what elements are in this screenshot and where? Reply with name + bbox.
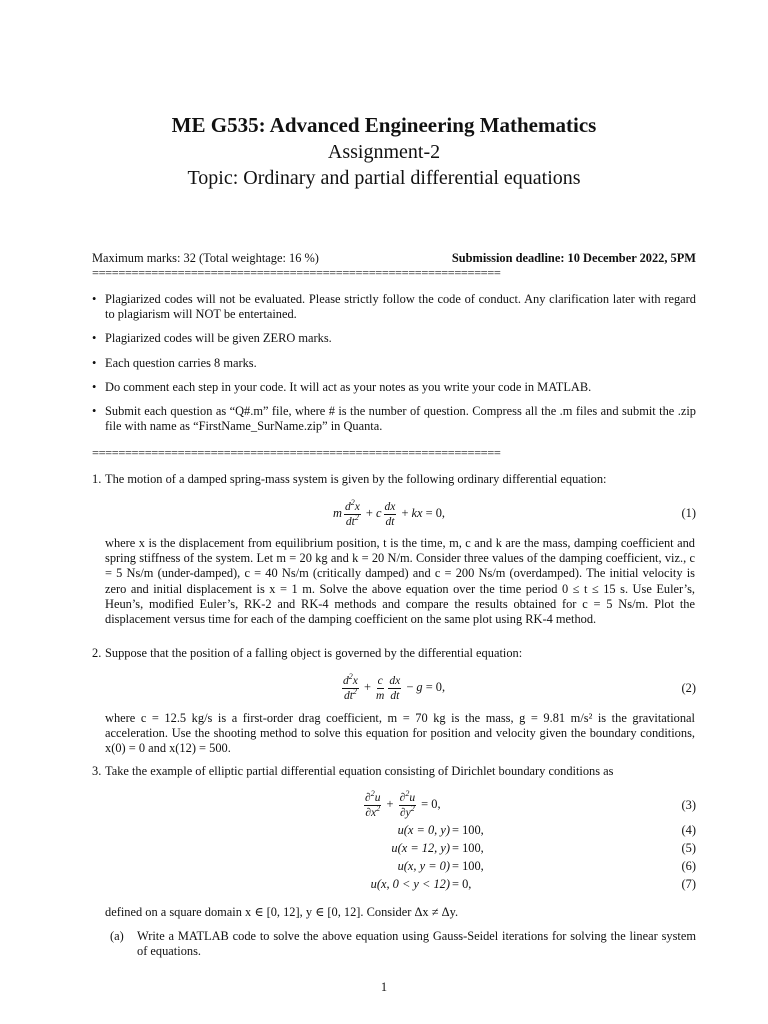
question-number: 2. xyxy=(92,646,102,660)
page-number: 1 xyxy=(380,980,388,994)
question-intro: Take the example of elliptic partial differential equation consisting of Dirichlet boundary conditions as xyxy=(105,764,614,778)
question-number: 1. xyxy=(92,472,102,486)
question-part xyxy=(110,929,696,959)
equation-1: m $\frac{d^2x}{dt^2}$ + c $\frac{dx}{dt}$ + kx = 0, xyxy=(333,497,446,528)
assignment-title: Assignment-2 xyxy=(327,141,441,163)
equation-2: $\frac{d^2x}{dt^2}$ + $\frac{c}{m}$ $\frac{dx}{dt}$ − g = 0, xyxy=(343,671,446,702)
question-number: 3. xyxy=(92,764,102,778)
question-body: where x is the displacement from equilibrium position, t is the time, m, c and k are the mass, damping coefficient and spring stiffness of the system. Let m = 20 kg and k = 20 N/m. Consider three values of the damping coefficient, viz., c = 5 Ns/m (under-damped), c = 40 Ns/m (critically damped) and c = 200 Ns/m (overdamped). The initial velocity is zero and initial displacement is x = 1 m. Solve the above equation over the time period 0 ≤ t ≤ 15 s. Use Euler’s, Heun’s, modified Euler’s, RK-2 and RK-4 methods and compare the results obtained for c = 5 Ns/m. Plot the displacement versus time for each of the damping coefficient on the same plot using RK-4 method. xyxy=(105,536,695,627)
instruction-item: • Plagiarized codes will not be evaluated. Please strictly follow the code of conduct. Any clarification later with regard to plagiarism will NOT be entertained. xyxy=(92,292,696,322)
instructions-list xyxy=(92,292,696,443)
equation-number: (1) xyxy=(681,506,696,520)
equation-number: (3) xyxy=(681,798,696,812)
submission-deadline: Submission deadline: 10 December 2022, 5PM xyxy=(451,251,696,265)
part-label: (a) xyxy=(110,929,124,943)
assignment-meta xyxy=(92,251,696,266)
equation-3: $\frac{\partial^2u}{\partial x^2}$ + $\frac{\partial^2u}{\partial y^2}$ = 0, xyxy=(365,788,441,819)
instruction-item: • Plagiarized codes will be given ZERO marks. xyxy=(92,331,696,346)
question-intro: Suppose that the position of a falling object is governed by the differential equation: xyxy=(105,646,523,660)
instruction-item: • Do comment each step in your code. It will act as your notes as you write your code in MATLAB. xyxy=(92,380,696,395)
question-intro: The motion of a damped spring-mass system is given by the following ordinary differential equation: xyxy=(105,472,607,486)
topic-title: Topic: Ordinary and partial differential equations xyxy=(187,167,581,189)
separator-line: ============================================================== xyxy=(92,446,501,460)
max-marks: Maximum marks: 32 (Total weightage: 16 %) xyxy=(92,251,319,265)
boundary-condition: u(x, y = 0) = 100, (6) xyxy=(397,859,696,873)
equation-number: (2) xyxy=(681,681,696,695)
instruction-item: • Each question carries 8 marks. xyxy=(92,356,696,371)
question-body: where c = 12.5 kg/s is a first-order drag coefficient, m = 70 kg is the mass, g = 9.81 m/s² is the gravitational acceleration. Use the shooting method to solve this equation for position and velocity given the boundary conditions, x(0) = 0 and x(12) = 500. xyxy=(105,711,695,756)
instruction-item: • Submit each question as “Q#.m” file, where # is the number of question. Compress all the .m files and submit the .zip file with name as “FirstName_SurName.zip” in Quanta. xyxy=(92,404,696,434)
question-3 xyxy=(92,764,696,779)
domain-statement: defined on a square domain x ∈ [0, 12], y ∈ [0, 12]. Consider Δx ≠ Δy. xyxy=(105,905,459,919)
course-title: ME G535: Advanced Engineering Mathematics xyxy=(171,113,597,137)
question-1 xyxy=(92,472,696,487)
question-2 xyxy=(92,646,696,661)
boundary-condition: u(x = 12, y) = 100, (5) xyxy=(391,841,696,855)
boundary-condition: u(x = 0, y) = 100, (4) xyxy=(397,823,696,837)
separator-line: ============================================================== xyxy=(92,266,501,280)
boundary-condition: u(x, 0 < y < 12) = 0, (7) xyxy=(370,877,696,891)
part-text: Write a MATLAB code to solve the above equation using Gauss-Seidel iterations for solving the linear system of equations. xyxy=(137,929,696,959)
